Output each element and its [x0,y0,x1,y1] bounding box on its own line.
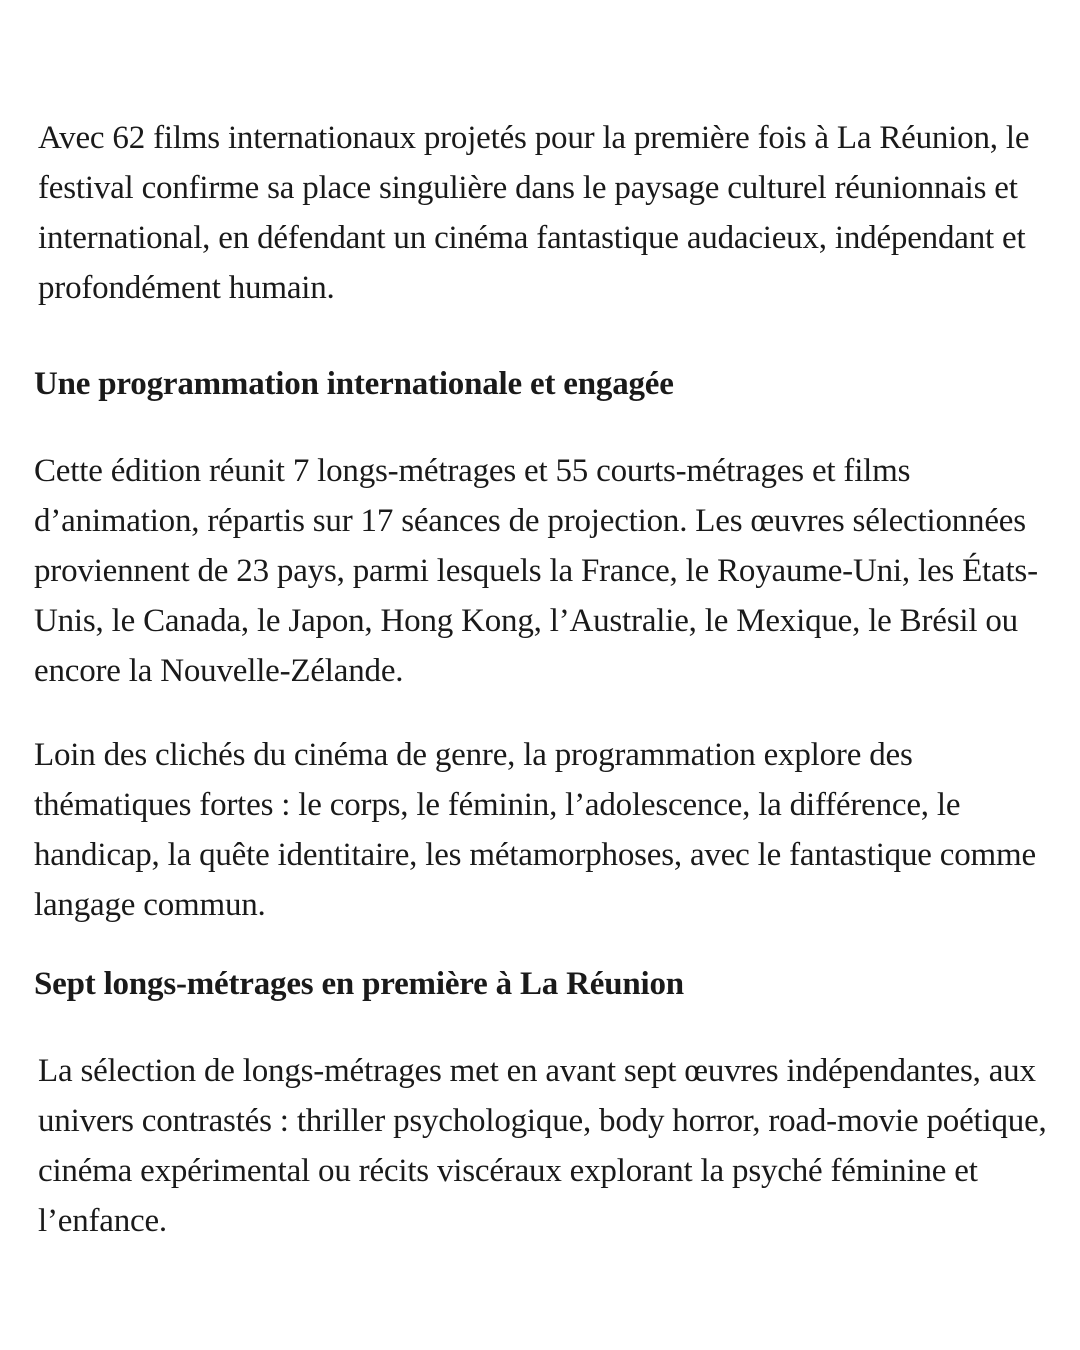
paragraph-selection-longs-metrages: La sélection de longs-métrages met en avant sept œuvres indépendantes, aux univers contrastés : thriller psychologique, body horror, road-movie poétique, cinéma expérimental ou récits viscéraux explorant la psyché féminine et l’enfance. [38,1053,1047,1239]
section-heading-longs-metrages: Sept longs-métrages en première à La Réunion [34,966,684,1002]
section-heading-programmation: Une programmation internationale et engagée [34,366,674,402]
paragraph-edition-details: Cette édition réunit 7 longs-métrages et 55 courts-métrages et films d’animation, répartis sur 17 séances de projection. Les œuvres sélectionnées proviennent de 23 pays, parmi lesquels la France, le Royaume-Uni, les États-Unis, le Canada, le Japon, Hong Kong, l’Australie, le Mexique, le Brésil ou encore la Nouvelle-Zélande. [34,453,1038,689]
intro-paragraph: Avec 62 films internationaux projetés pour la première fois à La Réunion, le festival confirme sa place singulière dans le paysage culturel réunionnais et international, en défendant un cinéma fantastique audacieux, indépendant et profondément humain. [38,120,1030,306]
paragraph-thematiques: Loin des clichés du cinéma de genre, la programmation explore des thématiques fortes : le corps, le féminin, l’adolescence, la différence, le handicap, la quête identitaire, les métamorphoses, avec le fantastique comme langage commun. [34,737,1036,923]
